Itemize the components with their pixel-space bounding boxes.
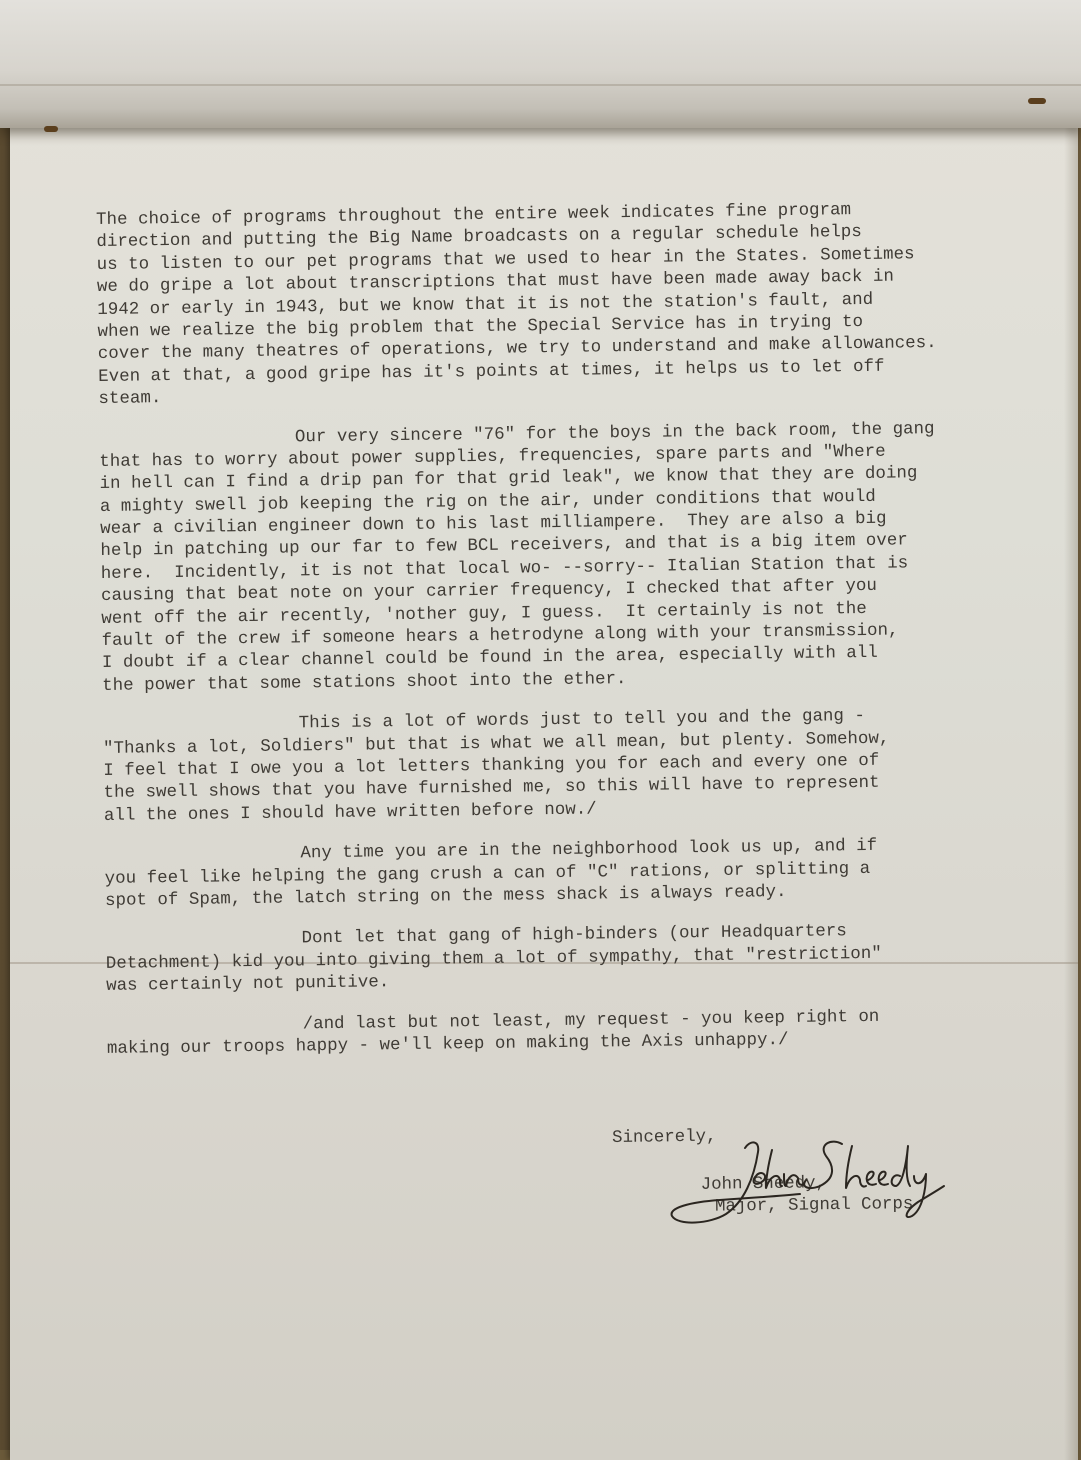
text-line: Any time you are in the neighborhood look us up, and if <box>300 836 878 864</box>
text-line: I feel that I owe you a lot letters thanking you for each and every one of <box>103 751 880 781</box>
text-line: that has to worry about power supplies, frequencies, spare parts and "Where <box>99 442 886 472</box>
text-line: /and last but not least, my request - you keep right on <box>302 1007 880 1034</box>
overlapping-top-sheet <box>0 0 1081 128</box>
text-line: a mighty swell job keeping the rig on the air, under conditions that would <box>99 487 876 517</box>
text-line: Dont let that gang of high-binders (our Headquarters <box>301 922 847 949</box>
text-line: help in patching up our far to few BCL receivers, and that is a big item over <box>100 531 908 562</box>
text-line: making our troops happy - we'll keep on making the Axis unhappy./ <box>106 1030 789 1059</box>
text-line: us to listen to our pet programs that we used to hear in the States. Sometimes <box>96 245 915 275</box>
text-line: steam. <box>98 389 162 410</box>
text-line: here. Incidently, it is not that local wo- --sorry-- Italian Station that is <box>100 554 909 584</box>
typed-title: Major, Signal Corps <box>714 1195 914 1217</box>
paragraph-headquarters <box>105 919 1011 998</box>
paragraph-look-us-up <box>104 834 1010 913</box>
text-line: the power that some stations shoot into the ether. <box>102 669 627 696</box>
text-line: spot of Spam, the latch string on the mess shack is always ready. <box>104 882 787 911</box>
text-line: was certainly not punitive. <box>106 973 390 997</box>
text-line: I doubt if a clear channel could be found in the area, especially with all <box>101 644 878 674</box>
typed-name: John Sheedy, <box>700 1174 827 1195</box>
text-line: fault of the crew if someone hears a hetrodyne along with your transmission, <box>101 621 899 651</box>
text-line: This is a lot of words just to tell you and the gang - <box>298 707 866 734</box>
text-line: cover the many theatres of operations, we try to understand and make allowances. <box>97 334 937 365</box>
text-line: all the ones I should have written before now./ <box>103 800 597 826</box>
text-line: Even at that, a good gripe has it's points at times, it helps us to let off <box>98 357 885 387</box>
page-edge-shadow <box>1064 100 1078 1460</box>
text-line: went off the air recently, 'nother guy, I guess. It certainly is not the <box>101 599 867 629</box>
text-line: direction and putting the Big Name broadcasts on a regular schedule helps <box>96 223 862 253</box>
text-line: wear a civilian engineer down to his last milliampere. They are also a big <box>100 509 887 540</box>
paragraph-thanks <box>103 704 1009 828</box>
text-line: 1942 or early in 1943, but we know that it is not the station's fault, and <box>97 290 874 320</box>
paragraph-program-choice <box>96 198 1004 411</box>
text-line: causing that beat note on your carrier frequency, I checked that after you <box>100 577 878 607</box>
tack-mark-left <box>44 126 58 132</box>
salutation: Sincerely, <box>612 1127 717 1148</box>
text-line: Our very sincere "76" for the boys in the back room, the gang <box>294 419 935 447</box>
handwritten-signature <box>660 1130 960 1240</box>
top-sheet-fold <box>0 84 1081 86</box>
paragraph-back-room <box>99 418 1007 699</box>
letter-body <box>96 198 1012 1061</box>
text-line: when we realize the big problem that the Special Service has in trying to <box>97 312 864 342</box>
text-line: "Thanks a lot, Soldiers" but that is what we all mean, but plenty. Somehow, <box>102 729 890 759</box>
text-line: you feel like helping the gang crush a can of "C" rations, or splitting a <box>104 859 871 889</box>
tack-mark-right <box>1028 98 1046 104</box>
text-line: Detachment) kid you into giving them a lot of sympathy, that "restriction" <box>105 944 882 974</box>
text-line: in hell can I find a drip pan for that grid leak", we know that they are doing <box>99 464 918 495</box>
text-line: we do gripe a lot about transcriptions that must have been made away back in <box>96 267 895 298</box>
text-line: The choice of programs throughout the entire week indicates fine program <box>96 201 852 230</box>
text-line: the swell shows that you have furnished me, so this will have to represent <box>103 774 880 804</box>
